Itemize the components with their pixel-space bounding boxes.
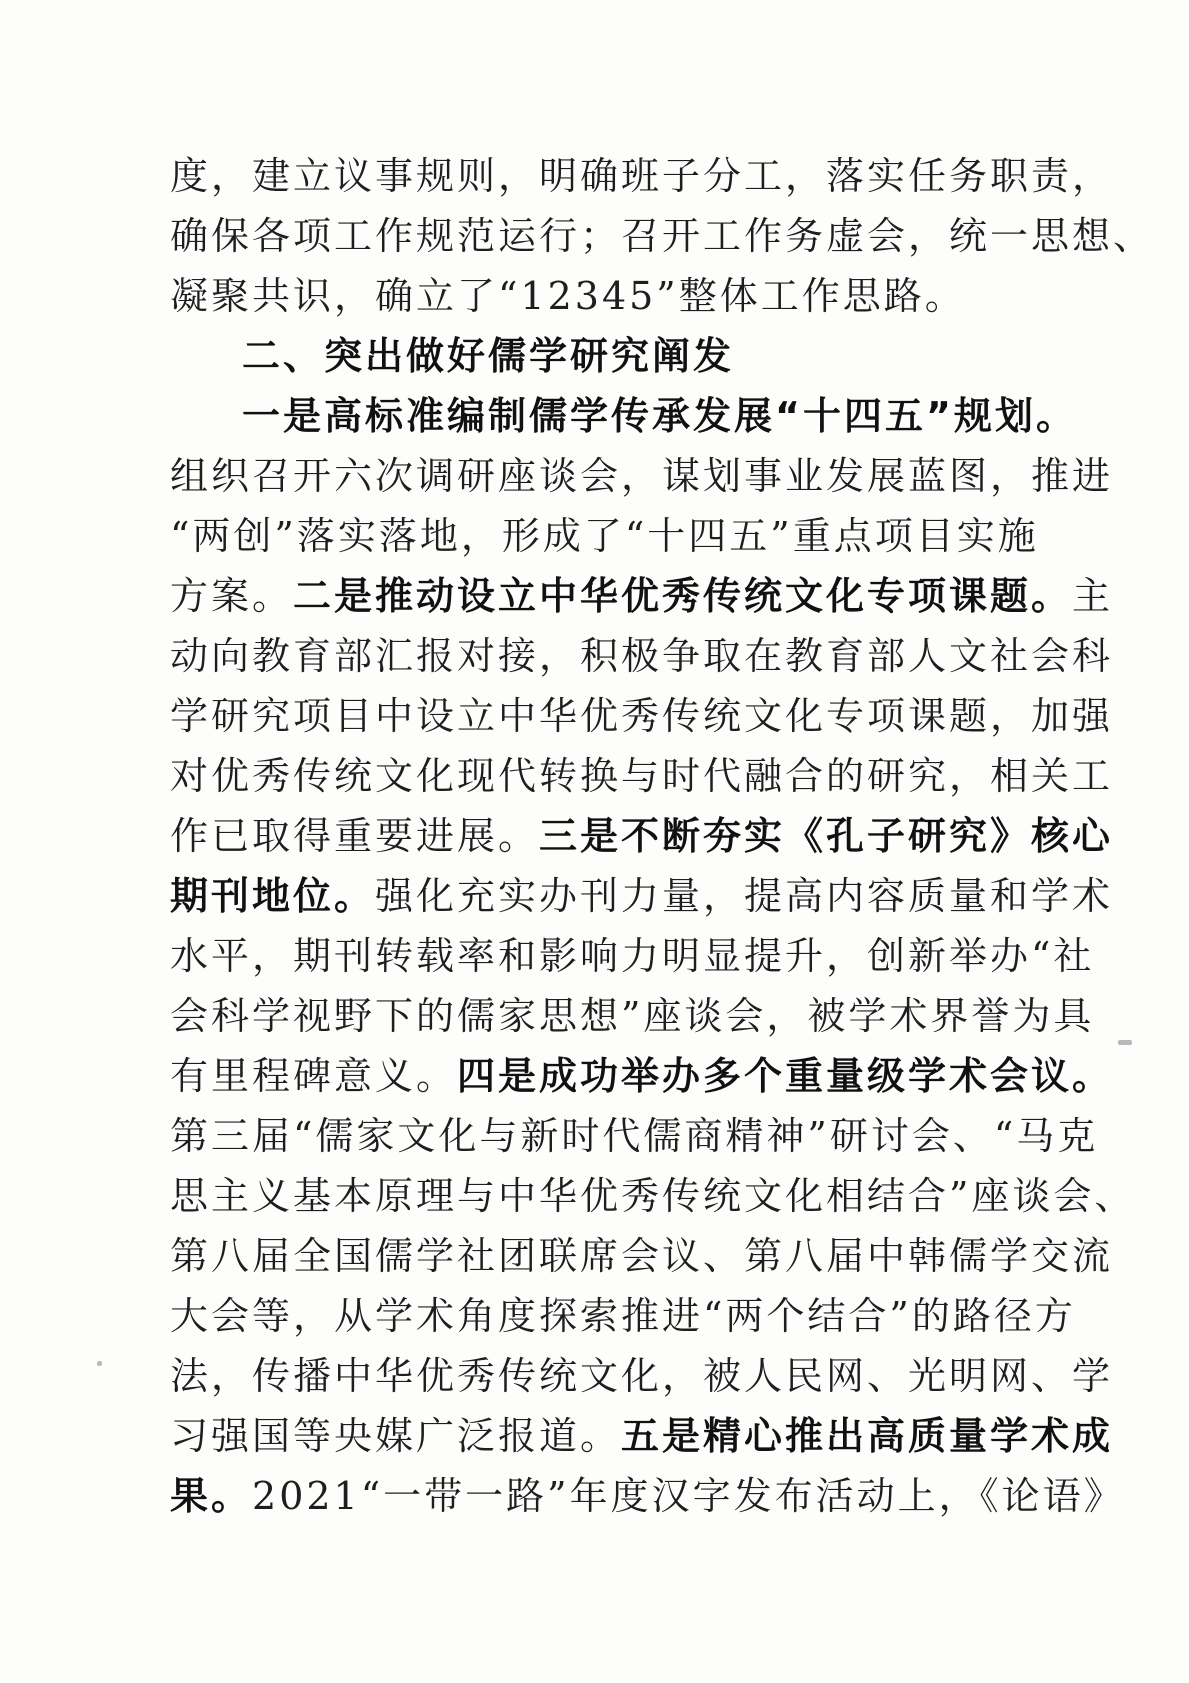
text-run: 习强国等央媒广泛报道。 <box>170 1414 622 1458</box>
text-run: 有里程碑意义。 <box>170 1054 458 1098</box>
body-line: 对优秀传统文化现代转换与时代融合的研究，相关工 <box>170 754 1114 798</box>
body-line: 动向教育部汇报对接，积极争取在教育部人文社会科 <box>170 634 1114 678</box>
body-line: 组织召开六次调研座谈会，谋划事业发展蓝图，推进 <box>170 454 1114 498</box>
bold-phrase: 果。 <box>170 1474 253 1518</box>
body-line: 思主义基本原理与中华优秀传统文化相结合”座谈会、 <box>170 1174 1136 1218</box>
body-line: 凝聚共识，确立了“12345”整体工作思路。 <box>170 274 966 318</box>
bold-phrase: 五是精心推出高质量学术成 <box>621 1414 1114 1458</box>
body-line <box>170 386 1077 446</box>
bold-phrase: 四是成功举办多个重量级学术会议。 <box>457 1054 1114 1098</box>
document-body <box>170 146 1155 1526</box>
text-run: 2021“一带一路”年度汉字发布活动上，《论语》 <box>252 1474 1125 1518</box>
text-run: 强化充实办刊力量，提高内容质量和学术 <box>375 874 1114 918</box>
bold-phrase: 一是高标准编制儒学传承发展“十四五”规划。 <box>242 394 1077 438</box>
body-line: 确保各项工作规范运行；召开工作务虚会，统一思想、 <box>170 214 1155 258</box>
body-line: 度，建立议事规则，明确班子分工，落实任务职责， <box>170 154 1114 198</box>
body-line <box>170 806 1114 866</box>
body-line: “两创”落实落地，形成了“十四五”重点项目实施 <box>170 514 1039 558</box>
body-line <box>170 1406 1114 1466</box>
body-line <box>170 1466 1125 1526</box>
bold-phrase: 期刊地位。 <box>170 874 376 918</box>
scan-speck <box>97 1361 102 1366</box>
bold-phrase: 二是推动设立中华优秀传统文化专项课题。 <box>293 574 1073 618</box>
scan-speck <box>1118 1040 1132 1045</box>
body-line <box>170 1046 1114 1106</box>
body-line: 会科学视野下的儒家思想”座谈会，被学术界誉为具 <box>170 994 1095 1038</box>
body-line: 大会等，从学术角度探索推进“两个结合”的路径方 <box>170 1294 1076 1338</box>
body-line <box>170 866 1114 926</box>
body-line: 第八届全国儒学社团联席会议、第八届中韩儒学交流 <box>170 1234 1114 1278</box>
text-run: 作已取得重要进展。 <box>170 814 540 858</box>
section-heading: 二、突出做好儒学研究阐发 <box>242 334 735 378</box>
body-line: 法，传播中华优秀传统文化，被人民网、光明网、学 <box>170 1354 1114 1398</box>
text-run: 主 <box>1072 574 1114 618</box>
body-line: 学研究项目中设立中华优秀传统文化专项课题，加强 <box>170 694 1114 738</box>
bold-phrase: 三是不断夯实《孔子研究》核心 <box>539 814 1114 858</box>
text-run: 方案。 <box>170 574 294 618</box>
body-line: 水平，期刊转载率和影响力明显提升，创新举办“社 <box>170 934 1095 978</box>
body-line: 第三届“儒家文化与新时代儒商精神”研讨会、“马克 <box>170 1114 1099 1158</box>
body-line <box>170 566 1114 626</box>
